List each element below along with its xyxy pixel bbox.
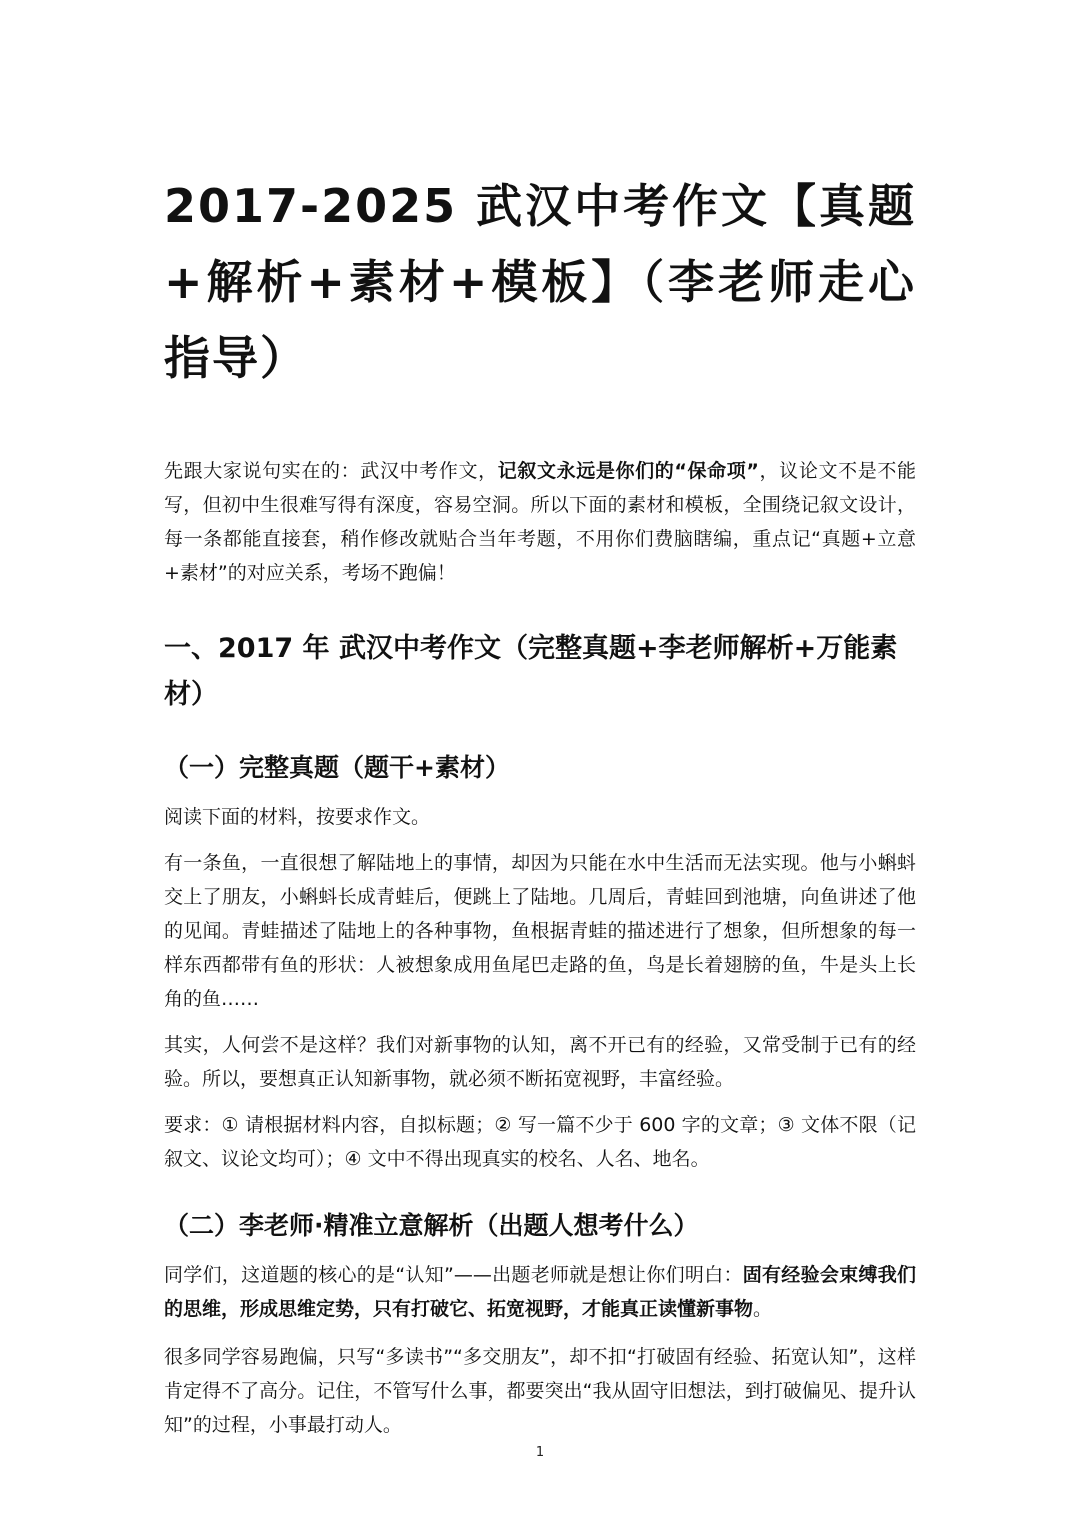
page-number: 1 — [535, 1445, 545, 1460]
subsection-heading-exam-question: （一）完整真题（题干+素材） — [164, 753, 510, 782]
analysis-core-paragraph — [164, 1258, 916, 1326]
exam-material-reflection: 其实，人何尝不是这样？我们对新事物的认知，离不开已有的经验，又常受制于已有的经验。所以，要想真正认知新事物，就必须不断拓宽视野，丰富经验。 — [164, 1034, 916, 1090]
analysis-core-emphasis: 固有经验会束缚我们的思维，形成思维定势，只有打破它、拓宽视野，才能真正读懂新事物 — [164, 1264, 916, 1320]
subsection-heading-analysis: （二）李老师·精准立意解析（出题人想考什么） — [164, 1211, 699, 1240]
document-title: 2017-2025 武汉中考作文【真题+解析+素材+模板】（李老师走心指导） — [164, 179, 916, 385]
analysis-core-end: 。 — [753, 1298, 773, 1320]
exam-material-story: 有一条鱼，一直很想了解陆地上的事情，却因为只能在水中生活而无法实现。他与小蝌蚪交上了朋友，小蝌蚪长成青蛙后，便跳上了陆地。几周后，青蛙回到池塘，向鱼讲述了他的见闻。青蛙描述了陆地上的各种事物，鱼根据青蛙的描述进行了想象，但所想象的每一样东西都带有鱼的形状：人被想象成用鱼尾巴走路的鱼，鸟是长着翅膀的鱼，牛是头上长角的鱼…… — [164, 852, 916, 1010]
intro-paragraph — [164, 454, 916, 590]
intro-emphasis: 记叙文永远是你们的“保命项” — [497, 460, 759, 482]
document-body — [164, 168, 916, 1442]
exam-requirements: 要求：① 请根据材料内容，自拟标题；② 写一篇不少于 600 字的文章；③ 文体不限（记叙文、议论文均可）；④ 文中不得出现真实的校名、人名、地名。 — [164, 1114, 916, 1170]
analysis-advice-paragraph: 很多同学容易跑偏，只写“多读书”“多交朋友”，却不扣“打破固有经验、拓宽认知”，这样肯定得不了高分。记住，不管写什么事，都要突出“我从固守旧想法，到打破偏见、提升认知”的过程，小事最打动人。 — [164, 1346, 916, 1436]
exam-instruction: 阅读下面的材料，按要求作文。 — [164, 806, 431, 828]
intro-text-start: 先跟大家说句实在的：武汉中考作文， — [164, 460, 498, 482]
intro-text-end: ，议论文不是不能写，但初中生很难写得有深度，容易空洞。所以下面的素材和模板，全围绕记叙文设计，每一条都能直接套，稍作修改就贴合当年考题，不用你们费脑瞎编，重点记“真题+立意+素材”的对应关系，考场不跑偏！ — [164, 460, 916, 584]
analysis-core-text: 同学们，这道题的核心的是“认知”——出题老师就是想让你们明白： — [164, 1264, 743, 1286]
section-heading-2017: 一、2017 年 武汉中考作文（完整真题+李老师解析+万能素材） — [164, 633, 898, 710]
